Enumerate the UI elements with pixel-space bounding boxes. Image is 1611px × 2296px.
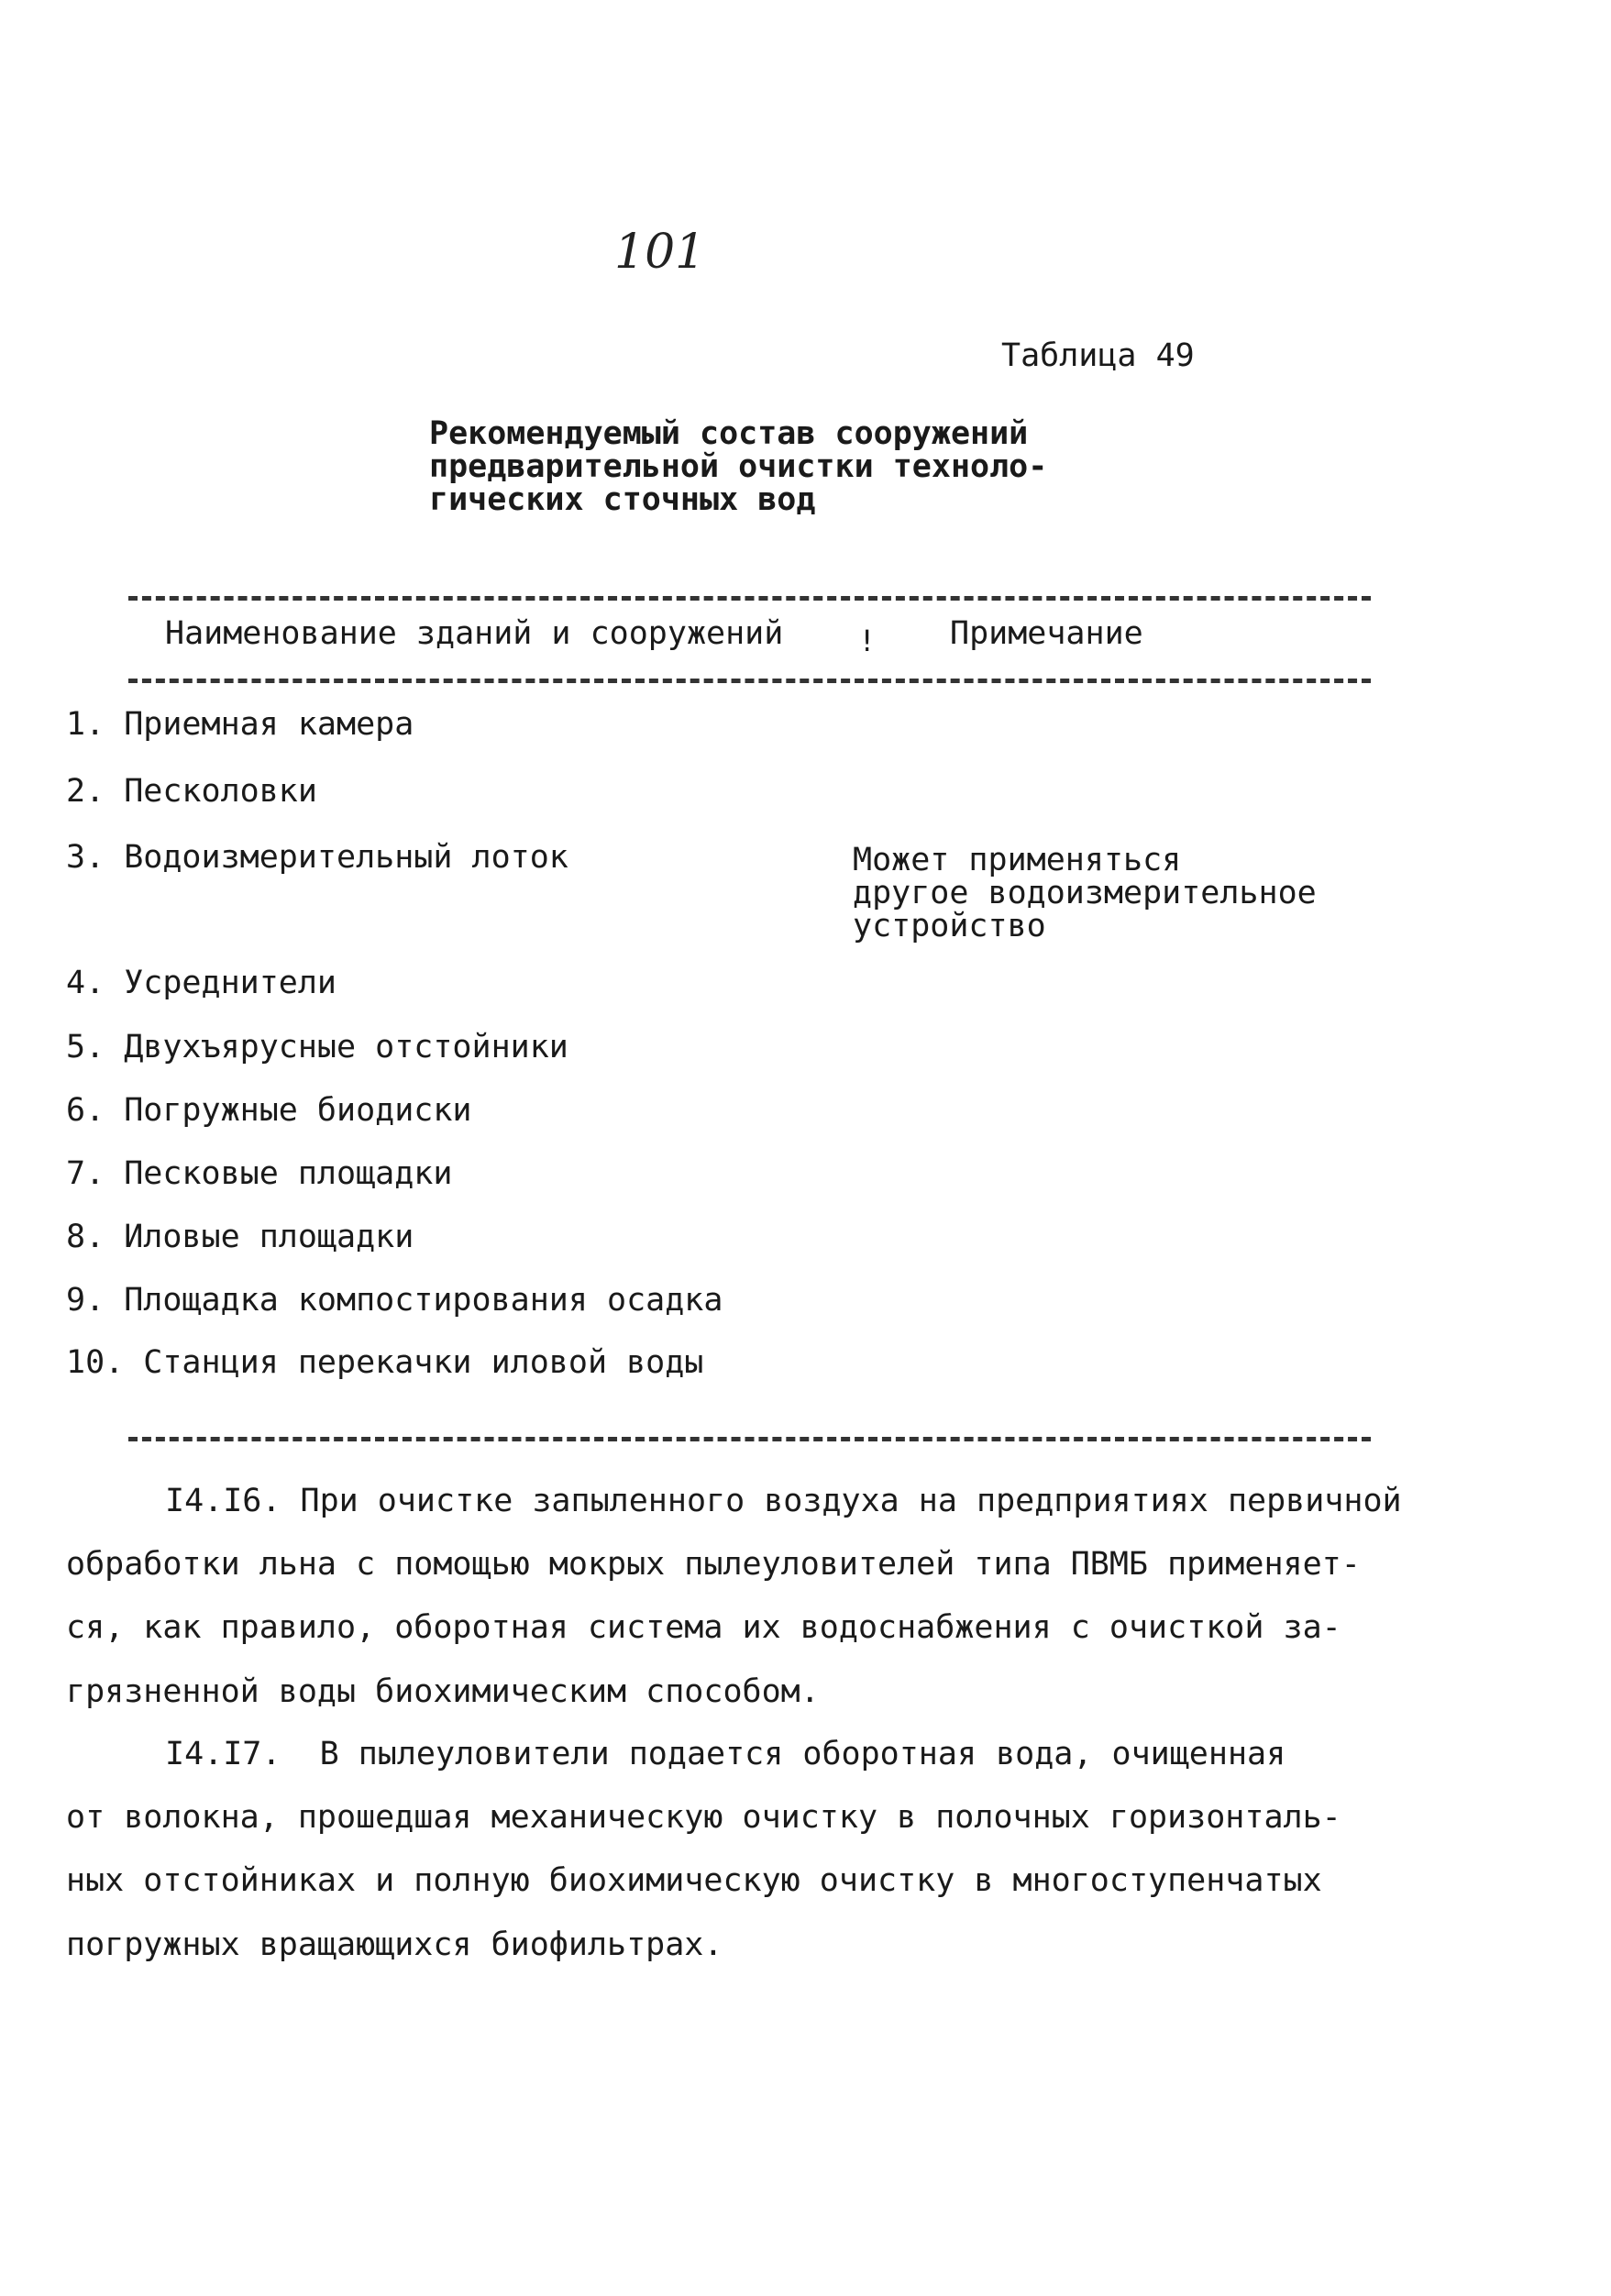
paragraph-line: от волокна, прошедшая механическую очистку в полочных горизонталь- — [66, 1799, 1341, 1836]
table-row-note-line: другое водоизмерительное — [853, 875, 1317, 911]
table-row-item: 9. Площадка компостирования осадка — [66, 1282, 723, 1319]
table-caption-line: предварительной очистки техноло- — [429, 448, 1048, 485]
table-row-item: 8. Иловые площадки — [66, 1219, 414, 1255]
table-caption-line: гических сточных вод — [429, 481, 816, 518]
column-header-name: Наименование зданий и сооружений — [165, 615, 784, 652]
table-caption — [429, 417, 1047, 516]
table-row-item: 4. Усреднители — [66, 965, 337, 1001]
table-bottom-rule — [128, 1437, 1371, 1441]
column-separator: ! — [858, 624, 877, 658]
table-row-item: 3. Водоизмерительный лоток — [66, 839, 568, 876]
table-header-rule — [128, 679, 1371, 683]
table-row-note — [853, 844, 1317, 943]
column-header-note: Примечание — [950, 615, 1143, 652]
paragraph-line: I4.I6. При очистке запыленного воздуха на предприятиях первичной — [165, 1483, 1402, 1519]
table-row-item: 7. Песковые площадки — [66, 1155, 453, 1192]
page-number: 101 — [614, 225, 706, 280]
table-row-item: 1. Приемная камера — [66, 706, 414, 743]
table-row-item: 2. Песколовки — [66, 773, 317, 810]
table-row-note-line: устройство — [853, 908, 1046, 944]
paragraph-line: ся, как правило, оборотная система их водоснабжения с очисткой за- — [66, 1609, 1341, 1646]
paragraph-line: грязненной воды биохимическим способом. — [66, 1673, 820, 1710]
table-top-rule — [128, 596, 1371, 601]
table-row-item: 5. Двухъярусные отстойники — [66, 1029, 568, 1065]
table-row-item: 6. Погружные биодиски — [66, 1092, 472, 1129]
table-row-item: 10. Станция перекачки иловой воды — [66, 1344, 704, 1381]
paragraph-line: I4.I7. В пылеуловители подается оборотная вода, очищенная — [165, 1736, 1286, 1772]
table-row-note-line: Может применяться — [853, 842, 1182, 878]
table-label: Таблица 49 — [1001, 337, 1195, 374]
table-caption-line: Рекомендуемый состав сооружений — [429, 415, 1029, 452]
paragraph-line: погружных вращающихся биофильтрах. — [66, 1926, 723, 1963]
paragraph-line: ных отстойниках и полную биохимическую очистку в многоступенчатых — [66, 1862, 1322, 1899]
paragraph-line: обработки льна с помощью мокрых пылеуловителей типа ПВМБ применяет- — [66, 1546, 1361, 1583]
